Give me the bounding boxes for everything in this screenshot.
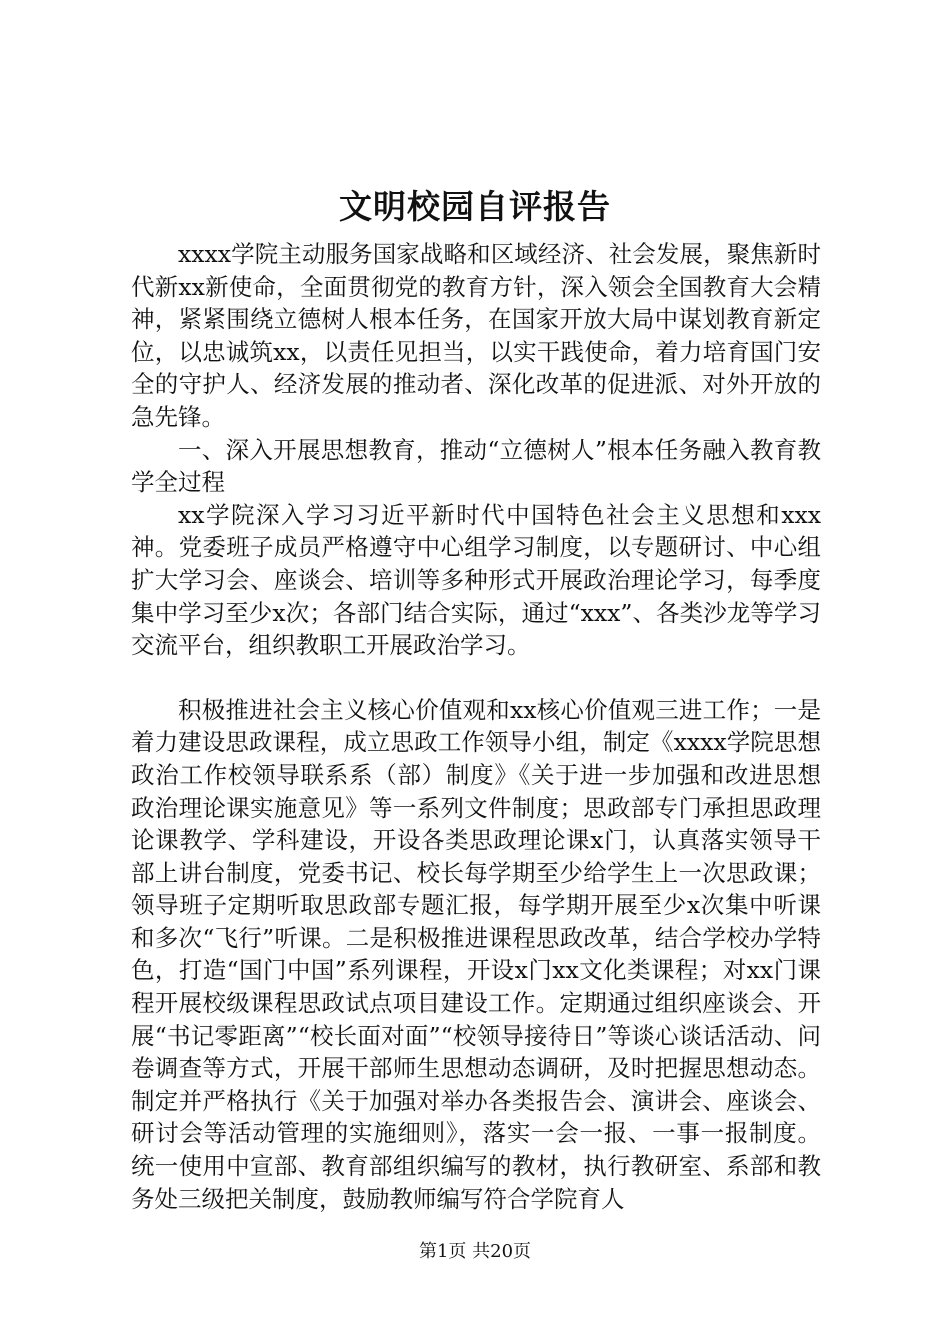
core-values-paragraph: 积极推进社会主义核心价值观和xx核心价值观三进工作；一是着力建设思政课程，成立思政工作领导小组，制定《xxxx学院思想政治工作校领导联系系（部）制度》《关于进一步加强和改进思想政治理论课实施意见》等一系列文件制度；思政部专门承担思政理论课教学、学科建设，开设各类思政理论课x门，认真落实领导干部上讲台制度，党委书记、校长每学期至少给学生上一次思政课；领导班子定期听取思政部专题汇报，每学期开展至少x次集中听课和多次“飞行”听课。二是积极推进课程思政改革，结合学校办学特色，打造“国门中国”系列课程，开设x门xx文化类课程；对xx门课程开展校级课程思政试点项目建设工作。定期通过组织座谈会、开展“书记零距离”“校长面对面”“校领导接待日”等谈心谈话活动、问卷调查等方式，开展干部师生思想动态调研，及时把握思想动态。制定并严格执行《关于加强对举办各类报告会、演讲会、座谈会、研讨会等活动管理的实施细则》，落实一会一报、一事一报制度。统一使用中宣部、教育部组织编写的教材，执行教研室、系部和教务处三级把关制度，鼓励教师编写符合学院育人 — [131, 695, 821, 1213]
intro-paragraph: xxxx学院主动服务国家战略和区域经济、社会发展，聚焦新时代新xx新使命，全面贯彻党的教育方针，深入领会全国教育大会精神，紧紧围绕立德树人根本任务，在国家开放大局中谋划教育新定位，以忠诚筑xx，以责任见担当，以实干践使命，着力培育国门安全的守护人、经济发展的推动者、深化改革的促进派、对外开放的急先锋。 — [131, 240, 821, 431]
study-paragraph: xx学院深入学习习近平新时代中国特色社会主义思想和xxx神。党委班子成员严格遵守中心组学习制度，以专题研讨、中心组扩大学习会、座谈会、培训等多种形式开展政治理论学习，每季度集中学习至少x次；各部门结合实际，通过“xxx”、各类沙龙等学习交流平台，组织教职工开展政治学习。 — [131, 500, 821, 660]
page-number-footer: 第1页 共20页 — [418, 1241, 532, 1262]
document-body — [131, 238, 821, 1215]
document-title: 文明校园自评报告 — [339, 187, 611, 226]
section-heading-1: 一、深入开展思想教育，推动“立德树人”根本任务融入教育教学全过程 — [131, 435, 821, 497]
